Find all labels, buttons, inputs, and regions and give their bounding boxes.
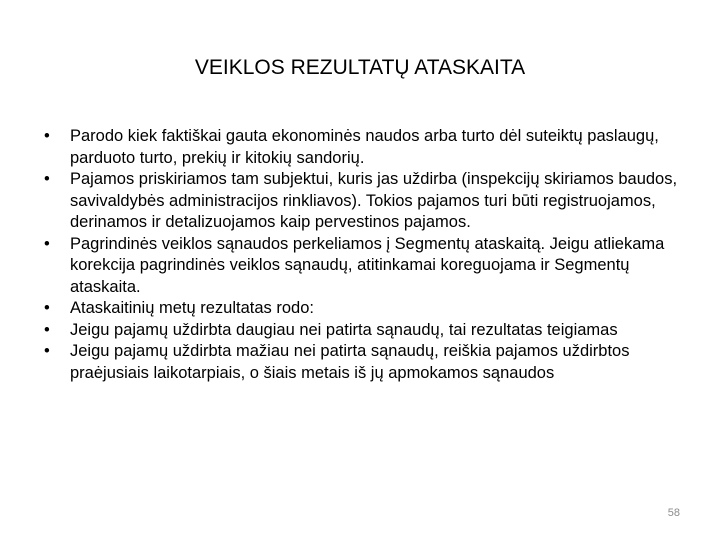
bullet-icon: • [44, 320, 50, 339]
bullet-item [44, 341, 694, 384]
bullet-text: Pagrindinės veiklos sąnaudos perkeliamos į Segmentų ataskaitą. Jeigu atliekama korekcija pagrindinės veiklos sąnaudų, atitinkamai koreguojama ir Segmentų ataskaita. [70, 234, 665, 296]
bullet-text: Jeigu pajamų uždirbta daugiau nei patirta sąnaudų, tai rezultatas teigiamas [70, 320, 618, 339]
bullet-icon: • [44, 170, 50, 188]
bullet-item [44, 234, 694, 299]
bullet-item [44, 126, 694, 169]
bullet-icon: • [44, 127, 50, 145]
bullet-text: Pajamos priskiriamos tam subjektui, kuris jas uždirba (inspekcijų skiriamos baudos, savivaldybės administracijos rinkliavos). Tokios pajamos turi būti registruojamos, derinamos ir detalizuojamos kaip pervestinos pajamos. [70, 170, 678, 231]
bullet-text: Ataskaitinių metų rezultatas rodo: [70, 299, 314, 317]
bullet-list [44, 126, 694, 384]
bullet-icon: • [44, 234, 50, 253]
bullet-item [44, 298, 694, 320]
bullet-text: Jeigu pajamų uždirbta mažiau nei patirta sąnaudų, reiškia pajamos uždirbtos praėjusiais laikotarpiais, o šiais metais iš jų apmokamos sąnaudos [70, 342, 630, 382]
bullet-item [44, 320, 694, 342]
bullet-icon: • [44, 342, 50, 360]
bullet-item [44, 169, 694, 234]
bullet-text: Parodo kiek faktiškai gauta ekonominės naudos arba turto dėl suteiktų paslaugų, parduoto turto, prekių ir kitokių sandorių. [70, 127, 659, 167]
slide-title: VEIKLOS REZULTATŲ ATASKAITA [194, 56, 526, 79]
bullet-icon: • [44, 299, 50, 317]
page-number: 58 [667, 507, 680, 519]
